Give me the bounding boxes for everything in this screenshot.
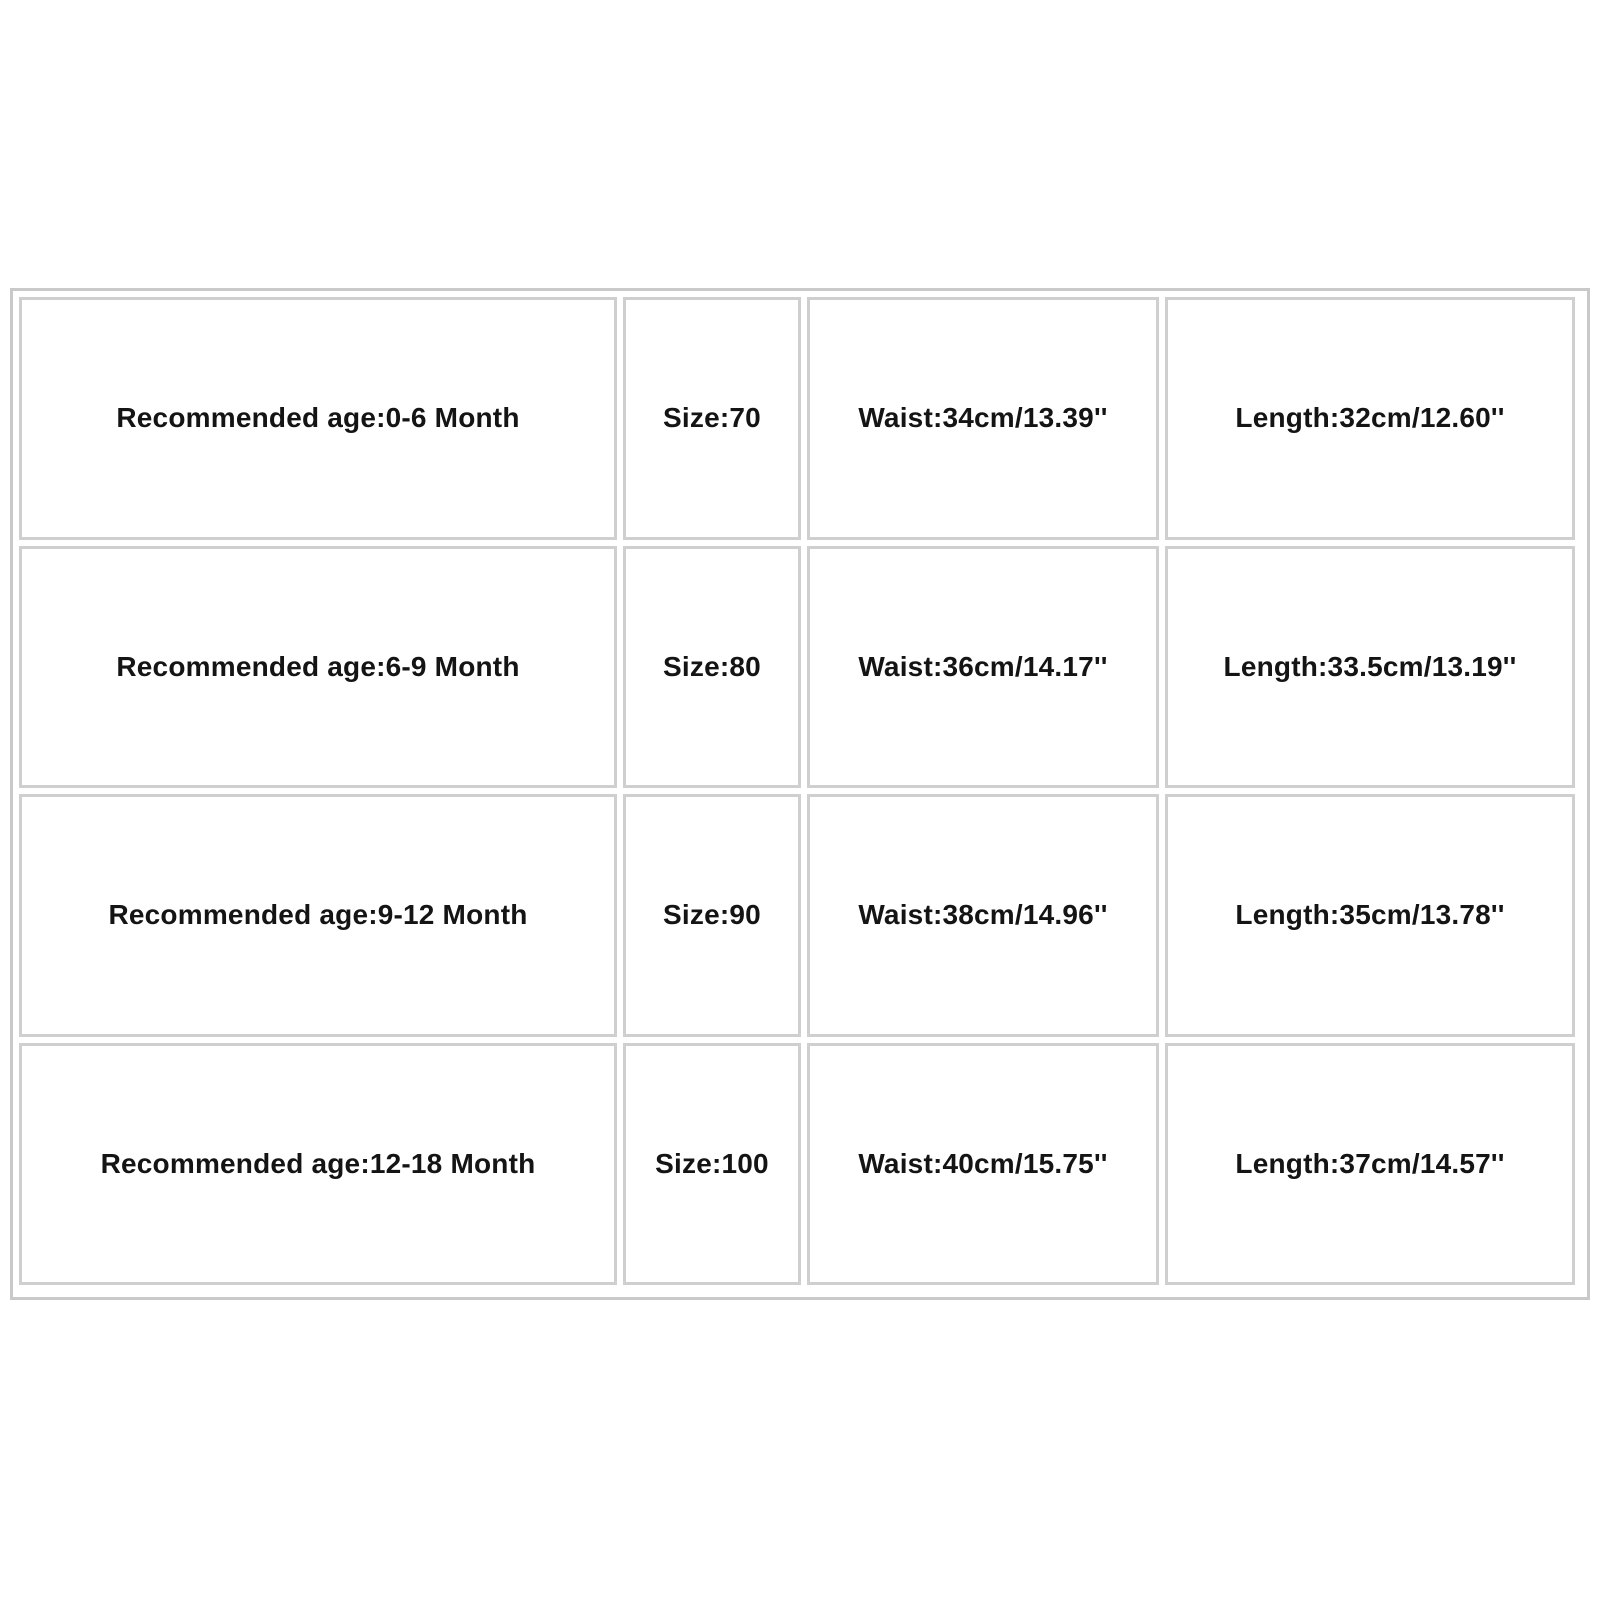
- age-cell: Recommended age:0-6 Month: [19, 297, 617, 540]
- table-row: [19, 297, 1575, 540]
- table-row: [19, 794, 1575, 1037]
- waist-cell: Waist:34cm/13.39'': [807, 297, 1159, 540]
- size-cell: Size:90: [623, 794, 801, 1037]
- length-cell: Length:32cm/12.60'': [1165, 297, 1575, 540]
- age-cell: Recommended age:12-18 Month: [19, 1043, 617, 1286]
- age-cell: Recommended age:9-12 Month: [19, 794, 617, 1037]
- size-cell: Size:80: [623, 546, 801, 789]
- table-row: [19, 546, 1575, 789]
- table-row: [19, 1043, 1575, 1286]
- age-cell: Recommended age:6-9 Month: [19, 546, 617, 789]
- size-cell: Size:70: [623, 297, 801, 540]
- waist-cell: Waist:38cm/14.96'': [807, 794, 1159, 1037]
- size-cell: Size:100: [623, 1043, 801, 1286]
- length-cell: Length:37cm/14.57'': [1165, 1043, 1575, 1286]
- length-cell: Length:33.5cm/13.19'': [1165, 546, 1575, 789]
- waist-cell: Waist:36cm/14.17'': [807, 546, 1159, 789]
- size-chart: [10, 288, 1590, 1300]
- length-cell: Length:35cm/13.78'': [1165, 794, 1575, 1037]
- size-chart-table: [13, 291, 1581, 1291]
- waist-cell: Waist:40cm/15.75'': [807, 1043, 1159, 1286]
